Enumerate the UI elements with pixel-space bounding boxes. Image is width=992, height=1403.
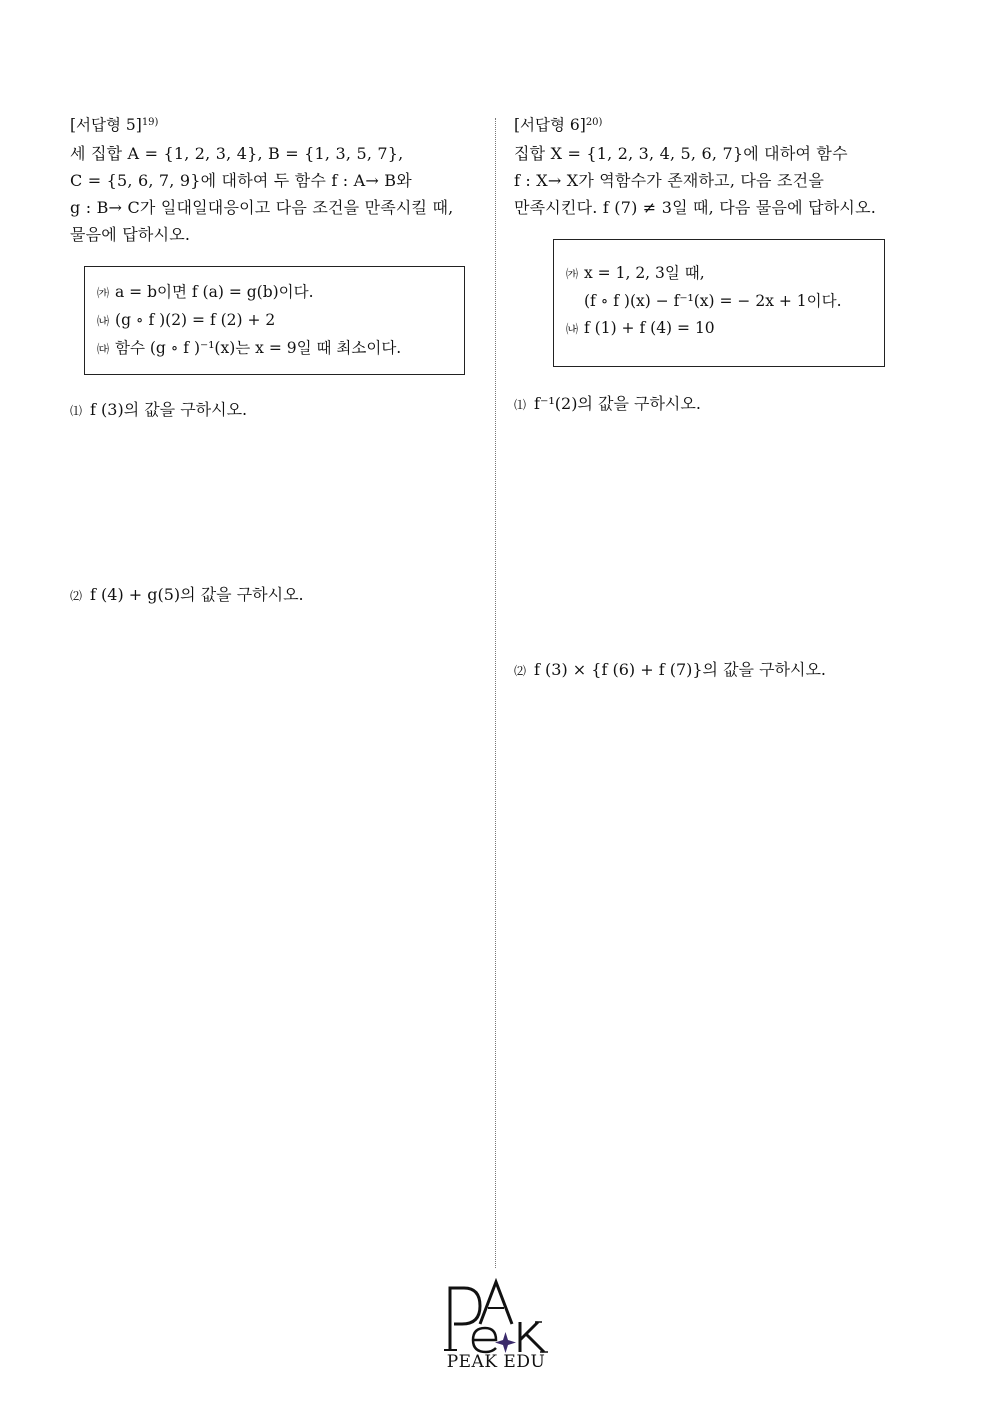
problem-5-question-1 bbox=[70, 397, 247, 420]
condition-text: (f ∘ f )(x) − f⁻¹(x) = − 2x + 1이다. bbox=[584, 292, 842, 310]
condition-text: x = 1, 2, 3일 때, bbox=[584, 264, 705, 282]
condition-item bbox=[97, 335, 452, 363]
condition-mark: ㈏ bbox=[566, 322, 579, 336]
condition-text: 함수 (g ∘ f )⁻¹(x)는 x = 9일 때 최소이다. bbox=[115, 339, 402, 357]
statement-line: 세 집합 A = {1, 2, 3, 4}, B = {1, 3, 5, 7}, bbox=[70, 144, 404, 163]
problem-5-question-2 bbox=[70, 582, 304, 605]
problem-5-condition-box bbox=[84, 266, 465, 375]
question-number: ⑴ bbox=[70, 404, 83, 418]
logo-text: PEAK EDU bbox=[446, 1352, 546, 1372]
question-number: ⑵ bbox=[70, 589, 83, 603]
problem-6-question-1 bbox=[514, 391, 701, 414]
condition-item bbox=[97, 279, 452, 307]
problem-5 bbox=[70, 112, 480, 248]
problem-5-heading bbox=[70, 112, 480, 136]
question-text: f⁻¹(2)의 값을 구하시오. bbox=[534, 394, 701, 413]
problem-6-condition-box bbox=[553, 239, 885, 367]
column-divider bbox=[495, 118, 496, 1268]
statement-line: C = {5, 6, 7, 9}에 대하여 두 함수 f : A→ B와 bbox=[70, 171, 412, 190]
condition-text: f (1) + f (4) = 10 bbox=[584, 319, 715, 337]
condition-item bbox=[566, 260, 872, 288]
problem-6-footnote: 20) bbox=[585, 117, 603, 128]
condition-mark: ㈏ bbox=[97, 314, 110, 328]
problem-5-footnote: 19) bbox=[141, 117, 159, 128]
logo-mark-letters: PeAK bbox=[440, 1278, 443, 1279]
problem-5-statement bbox=[70, 140, 480, 248]
statement-line: g : B→ C가 일대일대응이고 다음 조건을 만족시킬 때, bbox=[70, 198, 454, 217]
question-number: ⑴ bbox=[514, 398, 527, 412]
question-text: f (4) + g(5)의 값을 구하시오. bbox=[90, 585, 304, 604]
condition-item bbox=[566, 315, 872, 343]
condition-item bbox=[566, 288, 872, 315]
problem-6-statement bbox=[514, 140, 894, 221]
question-text: f (3) × {f (6) + f (7)}의 값을 구하시오. bbox=[534, 660, 826, 679]
problem-6-heading bbox=[514, 112, 894, 136]
problem-6-question-2 bbox=[514, 657, 826, 680]
problem-5-label: [서답형 5] bbox=[70, 116, 142, 134]
condition-mark: ㈎ bbox=[566, 267, 579, 281]
problem-6-label: [서답형 6] bbox=[514, 116, 586, 134]
question-text: f (3)의 값을 구하시오. bbox=[90, 400, 248, 419]
problem-6 bbox=[514, 112, 894, 221]
statement-line: 만족시킨다. f (7) ≠ 3일 때, 다음 물음에 답하시오. bbox=[514, 198, 877, 217]
statement-line: f : X→ X가 역함수가 존재하고, 다음 조건을 bbox=[514, 171, 824, 190]
condition-text: a = b이면 f (a) = g(b)이다. bbox=[115, 283, 314, 301]
condition-text: (g ∘ f )(2) = f (2) + 2 bbox=[115, 311, 276, 329]
condition-mark: ㈎ bbox=[97, 286, 110, 300]
statement-line: 물음에 답하시오. bbox=[70, 225, 191, 244]
condition-item bbox=[97, 307, 452, 335]
condition-mark: ㈐ bbox=[97, 342, 110, 356]
question-number: ⑵ bbox=[514, 664, 527, 678]
statement-line: 집합 X = {1, 2, 3, 4, 5, 6, 7}에 대하여 함수 bbox=[514, 144, 848, 163]
